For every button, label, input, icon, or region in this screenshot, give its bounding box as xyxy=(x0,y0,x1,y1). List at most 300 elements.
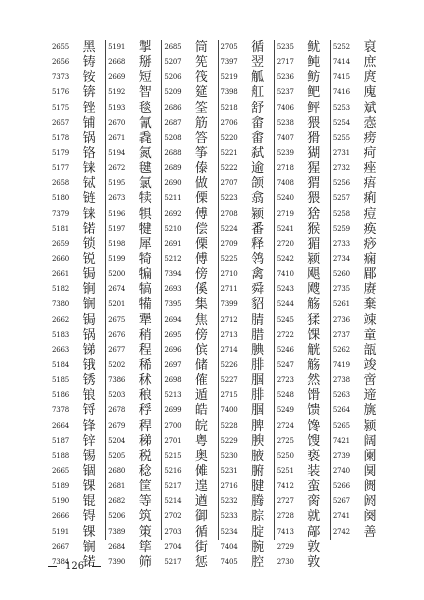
character: 秫 xyxy=(138,373,152,389)
character: 腘 xyxy=(251,403,265,419)
code-number: 2671 xyxy=(108,133,126,142)
code-number: 5179 xyxy=(52,148,70,157)
code-number: 7419 xyxy=(332,360,350,369)
character: 铼 xyxy=(82,206,96,222)
code-number: 5220 xyxy=(220,133,238,142)
character: 筅 xyxy=(194,55,208,71)
code-number: 5254 xyxy=(332,118,350,127)
character: 赓 xyxy=(363,282,377,298)
character: 逾 xyxy=(251,161,265,177)
code-number: 5196 xyxy=(108,209,126,218)
character: 锇 xyxy=(82,357,96,373)
character: 裒 xyxy=(363,40,377,55)
code-number: 2720 xyxy=(276,239,294,248)
code-number: 5251 xyxy=(276,466,294,475)
code-number: 5189 xyxy=(52,482,70,491)
character-column xyxy=(355,40,385,540)
character: 痦 xyxy=(363,176,377,192)
code-number: 5247 xyxy=(276,360,294,369)
code-number-column xyxy=(164,40,186,566)
code-number: 2708 xyxy=(220,209,238,218)
character: 筐 xyxy=(138,479,152,495)
character: 腊 xyxy=(251,327,265,343)
code-number: 5187 xyxy=(52,436,70,445)
character: 遑 xyxy=(194,479,208,495)
code-number: 5225 xyxy=(220,254,238,263)
character: 觞 xyxy=(307,357,321,373)
character: 稍 xyxy=(138,327,152,343)
code-number: 5255 xyxy=(332,133,350,142)
code-number: 2669 xyxy=(108,73,126,82)
character: 馈 xyxy=(307,403,321,419)
character: 敦 xyxy=(307,539,321,555)
character: 舡 xyxy=(251,85,265,101)
code-number: 2667 xyxy=(52,542,70,551)
character: 锞 xyxy=(82,479,96,495)
character: 阕 xyxy=(363,509,377,525)
code-number: 5209 xyxy=(164,88,182,97)
character: 腆 xyxy=(251,342,265,358)
character-column xyxy=(74,40,104,570)
code-number: 5191 xyxy=(108,43,126,51)
character: 氮 xyxy=(138,145,152,161)
character: 焦 xyxy=(194,312,208,328)
character: 馋 xyxy=(307,418,321,434)
character: 阔 xyxy=(363,433,377,449)
character-column xyxy=(186,40,216,570)
code-number: 7408 xyxy=(276,179,294,188)
code-number: 5267 xyxy=(332,497,350,506)
code-number: 2714 xyxy=(220,345,238,354)
code-number: 5206 xyxy=(164,73,182,82)
character: 锒 xyxy=(82,388,96,404)
character: 锡 xyxy=(82,448,96,464)
code-number: 2717 xyxy=(276,58,294,67)
code-number: 7395 xyxy=(164,300,182,309)
character: 锢 xyxy=(82,463,96,479)
code-number: 2692 xyxy=(164,209,182,218)
code-number: 5259 xyxy=(332,224,350,233)
code-number: 2723 xyxy=(276,376,294,385)
character: 飕 xyxy=(307,282,321,298)
character: 毯 xyxy=(138,100,152,116)
code-number: 2681 xyxy=(108,482,126,491)
code-number: 2656 xyxy=(52,58,70,67)
character: 链 xyxy=(82,191,96,207)
character: 锎 xyxy=(82,297,96,313)
footer-dash-right xyxy=(92,566,101,567)
code-number: 2725 xyxy=(276,436,294,445)
code-number: 5190 xyxy=(52,497,70,506)
code-number: 2711 xyxy=(220,285,238,294)
character: 答 xyxy=(194,130,208,146)
character: 锌 xyxy=(82,433,96,449)
code-number: 7384 xyxy=(52,557,70,566)
character: 智 xyxy=(138,85,152,101)
character: 就 xyxy=(307,509,321,525)
code-number: 2729 xyxy=(276,542,294,551)
character: 犒 xyxy=(138,282,152,298)
character: 偿 xyxy=(194,221,208,237)
character: 猢 xyxy=(307,145,321,161)
character: 筑 xyxy=(138,509,152,525)
character: 猴 xyxy=(307,221,321,237)
character: 傩 xyxy=(194,463,208,479)
code-number: 7397 xyxy=(220,58,238,67)
code-number: 5215 xyxy=(164,451,182,460)
code-number: 7410 xyxy=(276,270,294,279)
code-number: 2657 xyxy=(52,118,70,127)
code-number: 5227 xyxy=(220,376,238,385)
code-number: 5228 xyxy=(220,421,238,430)
character: 锔 xyxy=(82,312,96,328)
character: 锐 xyxy=(82,251,96,267)
character: 鲆 xyxy=(307,100,321,116)
character: 循 xyxy=(251,40,265,55)
character: 筝 xyxy=(194,145,208,161)
character: 筋 xyxy=(194,115,208,131)
code-number: 5219 xyxy=(220,73,238,82)
code-number: 5175 xyxy=(52,103,70,112)
code-number: 7407 xyxy=(276,133,294,142)
code-number: 5206 xyxy=(108,512,126,521)
character: 竣 xyxy=(363,357,377,373)
code-number: 5224 xyxy=(220,224,238,233)
code-number: 5178 xyxy=(52,133,70,142)
code-number: 5246 xyxy=(276,345,294,354)
code-number: 5236 xyxy=(276,73,294,82)
code-number: 5181 xyxy=(52,224,70,233)
character: 貂 xyxy=(251,297,265,313)
character: 瓿 xyxy=(363,342,377,358)
character: 犊 xyxy=(138,191,152,207)
code-number: 5264 xyxy=(332,406,350,415)
page-number: 126 xyxy=(65,561,85,572)
character: 遆 xyxy=(363,388,377,404)
code-number: 5204 xyxy=(108,436,126,445)
code-number: 5218 xyxy=(220,103,238,112)
character: 觞 xyxy=(307,297,321,313)
code-number: 2724 xyxy=(276,421,294,430)
code-number: 5265 xyxy=(332,421,350,430)
table-column-group xyxy=(218,40,274,570)
character: 锟 xyxy=(82,494,96,510)
code-number: 2705 xyxy=(220,43,238,51)
character: 掰 xyxy=(138,55,152,71)
character: 集 xyxy=(194,297,208,313)
character: 阑 xyxy=(363,448,377,464)
character: 悫 xyxy=(363,115,377,131)
character: 毳 xyxy=(138,130,152,146)
character: 禽 xyxy=(251,267,265,283)
code-number: 5242 xyxy=(276,254,294,263)
code-number: 2701 xyxy=(164,436,182,445)
code-number: 2660 xyxy=(52,254,70,263)
character: 稔 xyxy=(138,463,152,479)
character: 馊 xyxy=(307,433,321,449)
character-column xyxy=(299,40,329,570)
code-number: 2715 xyxy=(220,391,238,400)
code-number: 5243 xyxy=(276,285,294,294)
code-number: 2702 xyxy=(164,512,182,521)
code-number: 2688 xyxy=(164,148,182,157)
character-column xyxy=(243,40,273,570)
character: 惩 xyxy=(194,554,208,570)
code-number: 2670 xyxy=(108,118,126,127)
character: 腈 xyxy=(251,312,265,328)
character: 猾 xyxy=(307,130,321,146)
code-number: 5213 xyxy=(164,391,182,400)
code-number: 5240 xyxy=(276,194,294,203)
character: 粤 xyxy=(194,433,208,449)
code-number: 2661 xyxy=(52,270,70,279)
code-number: 2686 xyxy=(164,103,182,112)
character: 庶 xyxy=(363,55,377,71)
code-number: 5262 xyxy=(332,345,350,354)
character: 犏 xyxy=(138,267,152,283)
code-number: 7415 xyxy=(332,73,350,82)
character: 锘 xyxy=(82,554,96,570)
code-number: 2691 xyxy=(164,239,182,248)
character: 筚 xyxy=(138,539,152,555)
code-number: 2718 xyxy=(276,164,294,173)
code-number: 2733 xyxy=(332,239,350,248)
code-number: 5250 xyxy=(276,451,294,460)
character: 做 xyxy=(194,176,208,192)
code-number: 5245 xyxy=(276,315,294,324)
character: 痫 xyxy=(363,251,377,267)
code-number: 2663 xyxy=(52,345,70,354)
code-number: 2695 xyxy=(164,330,182,339)
character: 翕 xyxy=(251,191,265,207)
code-number: 5203 xyxy=(108,391,126,400)
character: 锋 xyxy=(82,418,96,434)
character: 装 xyxy=(307,463,321,479)
character: 阒 xyxy=(363,463,377,479)
code-number: 5199 xyxy=(108,254,126,263)
code-number: 2665 xyxy=(52,466,70,475)
code-number: 5185 xyxy=(52,376,70,385)
character: 黑 xyxy=(82,40,96,55)
code-number: 5257 xyxy=(332,194,350,203)
code-number: 2668 xyxy=(108,58,126,67)
code-number: 5194 xyxy=(108,148,126,157)
character: 毽 xyxy=(138,161,152,177)
code-number: 2658 xyxy=(52,179,70,188)
code-number: 5234 xyxy=(220,527,238,536)
character: 锁 xyxy=(82,236,96,252)
code-number: 7406 xyxy=(276,103,294,112)
code-number: 7390 xyxy=(108,557,126,566)
character: 腱 xyxy=(251,479,265,495)
character: 番 xyxy=(251,221,265,237)
code-number: 5226 xyxy=(220,360,238,369)
code-number: 5258 xyxy=(332,209,350,218)
code-number: 2713 xyxy=(220,330,238,339)
character: 鄗 xyxy=(307,524,321,540)
code-number: 2703 xyxy=(164,527,182,536)
code-number: 2739 xyxy=(332,451,350,460)
code-number: 7416 xyxy=(332,88,350,97)
character: 铬 xyxy=(82,145,96,161)
character: 皖 xyxy=(194,418,208,434)
code-number: 2697 xyxy=(164,360,182,369)
code-number: 5192 xyxy=(108,88,126,97)
code-number: 5184 xyxy=(52,360,70,369)
code-number: 5230 xyxy=(220,451,238,460)
table-column-group xyxy=(50,40,105,570)
character: 铵 xyxy=(82,70,96,86)
table-column-group xyxy=(330,40,386,540)
code-number: 2690 xyxy=(164,179,182,188)
character: 稊 xyxy=(138,433,152,449)
character: 脾 xyxy=(251,418,265,434)
code-number: 5252 xyxy=(332,43,350,51)
code-number: 5205 xyxy=(108,451,126,460)
code-number-column xyxy=(220,40,243,566)
code-number: 7421 xyxy=(332,436,350,445)
character: 犄 xyxy=(138,251,152,267)
character: 棄 xyxy=(363,297,377,313)
character: 等 xyxy=(138,494,152,510)
code-number: 2655 xyxy=(52,43,70,51)
character: 筏 xyxy=(194,70,208,86)
character: 痤 xyxy=(363,161,377,177)
code-number: 5217 xyxy=(164,557,182,566)
code-number: 5201 xyxy=(108,300,126,309)
code-number: 2696 xyxy=(164,345,182,354)
character: 傒 xyxy=(194,282,208,298)
code-number: 2731 xyxy=(332,148,350,157)
character: 锑 xyxy=(82,342,96,358)
character: 痨 xyxy=(363,130,377,146)
code-number: 7399 xyxy=(220,300,238,309)
character: 短 xyxy=(138,70,152,86)
character: 铸 xyxy=(82,55,96,71)
code-number: 7413 xyxy=(276,527,294,536)
character: 腓 xyxy=(251,388,265,404)
code-number: 2693 xyxy=(164,285,182,294)
code-number: 2678 xyxy=(108,406,126,415)
character: 筛 xyxy=(138,554,152,570)
character: 舜 xyxy=(251,282,265,298)
code-number: 2727 xyxy=(276,497,294,506)
character: 筌 xyxy=(194,100,208,116)
character: 腴 xyxy=(251,433,265,449)
character: 竦 xyxy=(363,312,377,328)
code-number: 7404 xyxy=(220,542,238,551)
character: 馉 xyxy=(307,388,321,404)
code-number: 7400 xyxy=(220,406,238,415)
character: 锝 xyxy=(82,509,96,525)
character: 犍 xyxy=(138,221,152,237)
character: 筵 xyxy=(194,85,208,101)
code-number: 2699 xyxy=(164,406,182,415)
character: 鲂 xyxy=(307,70,321,86)
character: 畲 xyxy=(251,115,265,131)
character: 腚 xyxy=(251,524,265,540)
code-number: 2736 xyxy=(332,315,350,324)
character: 锅 xyxy=(82,130,96,146)
code-number: 5239 xyxy=(276,148,294,157)
character: 循 xyxy=(194,524,208,540)
table-column-group xyxy=(274,40,330,570)
character: 腾 xyxy=(251,494,265,510)
character: 税 xyxy=(138,448,152,464)
code-number: 2730 xyxy=(276,557,294,566)
character: 傍 xyxy=(194,327,208,343)
page-footer xyxy=(48,561,101,572)
character: 街 xyxy=(194,539,208,555)
character: 腙 xyxy=(251,509,265,525)
code-number: 5266 xyxy=(332,482,350,491)
code-number: 2664 xyxy=(52,421,70,430)
code-number: 5191 xyxy=(52,527,70,536)
character: 锛 xyxy=(82,85,96,101)
character: 觥 xyxy=(307,342,321,358)
code-number: 5210 xyxy=(164,224,182,233)
character: 鲀 xyxy=(307,55,321,71)
character: 傕 xyxy=(194,373,208,389)
code-number: 5214 xyxy=(164,497,182,506)
character-table xyxy=(50,40,386,570)
character: 弑 xyxy=(251,145,265,161)
code-number: 5183 xyxy=(52,330,70,339)
character: 猬 xyxy=(307,176,321,192)
code-number-column xyxy=(333,40,355,540)
character: 锉 xyxy=(82,100,96,116)
code-number: 2706 xyxy=(220,118,238,127)
code-number: 5212 xyxy=(164,254,182,263)
character: 颍 xyxy=(307,251,321,267)
code-number: 2740 xyxy=(332,466,350,475)
character: 程 xyxy=(138,342,152,358)
code-number: 7379 xyxy=(52,209,70,218)
character: 铼 xyxy=(82,161,96,177)
character: 觚 xyxy=(251,70,265,86)
code-number: 5186 xyxy=(52,391,70,400)
code-number: 2684 xyxy=(108,542,126,551)
character: 猸 xyxy=(307,236,321,252)
code-number: 2694 xyxy=(164,315,182,324)
character: 皓 xyxy=(194,403,208,419)
code-number: 7412 xyxy=(276,482,294,491)
code-number: 2676 xyxy=(108,330,126,339)
character: 释 xyxy=(251,236,265,252)
character: 氰 xyxy=(138,115,152,131)
code-number: 5197 xyxy=(108,224,126,233)
code-number: 2687 xyxy=(164,118,182,127)
code-number: 5244 xyxy=(276,300,294,309)
character: 傣 xyxy=(194,161,208,177)
character: 颍 xyxy=(251,206,265,222)
character: 善 xyxy=(363,524,377,540)
code-number: 2682 xyxy=(108,497,126,506)
character: 颌 xyxy=(251,176,265,192)
code-number: 5222 xyxy=(220,164,238,173)
code-number: 2698 xyxy=(164,376,182,385)
character: 稀 xyxy=(138,357,152,373)
code-number: 5217 xyxy=(164,482,182,491)
code-number: 5182 xyxy=(52,285,70,294)
code-number: 2716 xyxy=(220,482,238,491)
code-number: 2719 xyxy=(276,209,294,218)
character: 翌 xyxy=(251,55,265,71)
character: 颍 xyxy=(363,418,377,434)
code-number: 2709 xyxy=(220,239,238,248)
code-number: 2722 xyxy=(276,330,294,339)
character: 阏 xyxy=(363,494,377,510)
